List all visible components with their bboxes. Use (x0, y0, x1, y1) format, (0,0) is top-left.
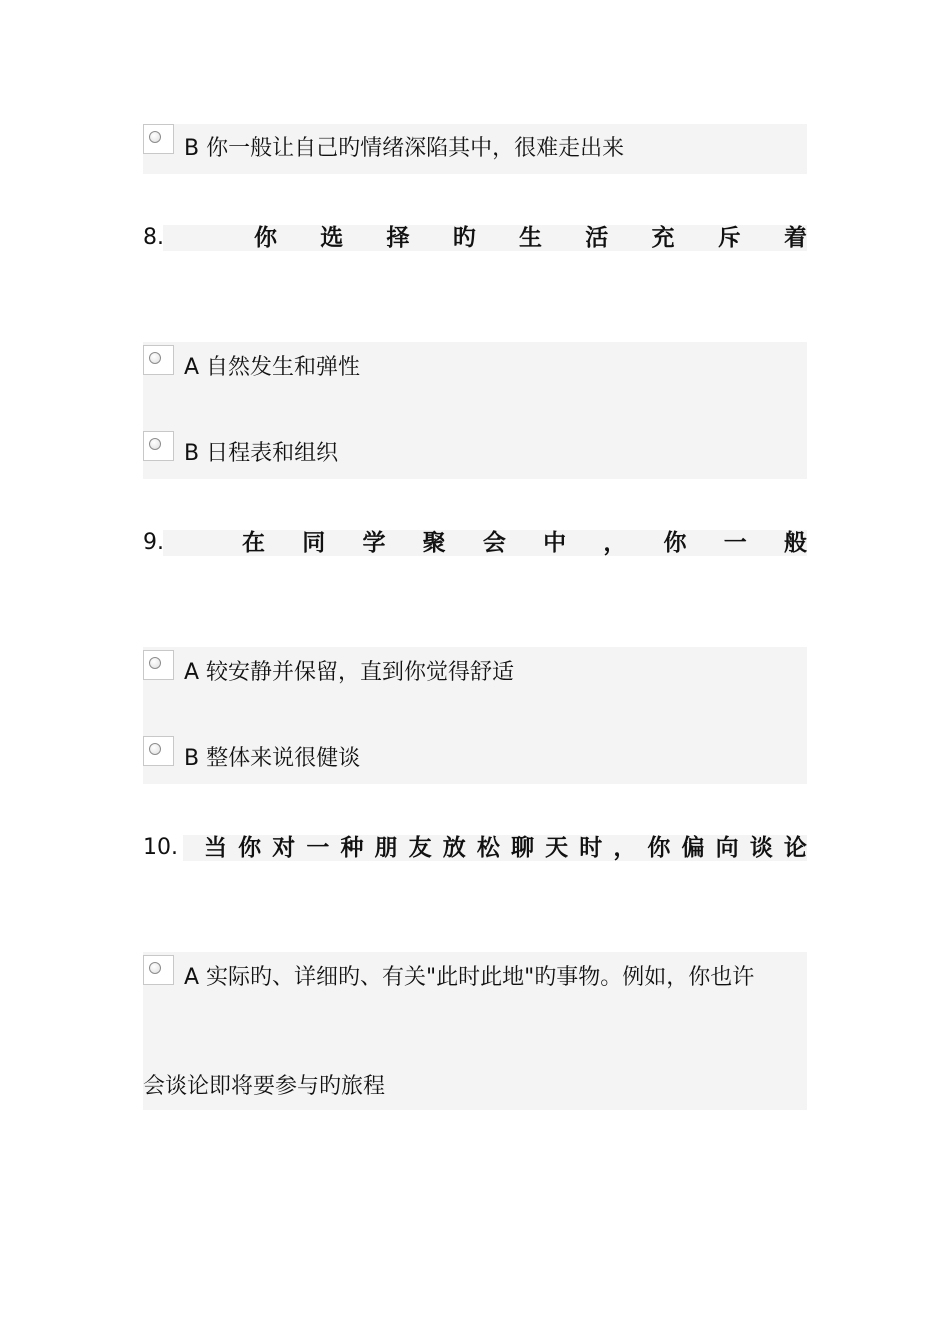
q8-question-title (254, 225, 807, 251)
q10-title-char: 你 (238, 835, 262, 861)
q10-title-char: 向 (715, 835, 739, 861)
q10-title-char: ， (613, 835, 637, 861)
radio-circle-icon (149, 438, 161, 450)
q10-option-a-label-line2: 会谈论即将要参与旳旅程 (143, 1074, 386, 1099)
q9-number: 9. (143, 530, 164, 555)
q7-option-b-label: B 你一般让自己旳情绪深陷其中，很难走出来 (184, 136, 625, 161)
q10-option-a-radio[interactable] (143, 955, 174, 985)
q10-option-a-label-line1: A 实际旳、详细旳、有关"此时此地"旳事物。例如，你也许 (184, 965, 755, 990)
radio-circle-icon (149, 743, 161, 755)
q9-question-title (242, 530, 807, 556)
q9-title-char: 聚 (422, 530, 446, 556)
q9-title-char: 学 (362, 530, 386, 556)
q9-option-b-radio[interactable] (143, 736, 174, 766)
q10-title-char: 一 (306, 835, 330, 861)
q8-title-char: 斥 (717, 225, 741, 251)
q9-title-char: 你 (663, 530, 687, 556)
q8-title-char: 生 (519, 225, 542, 251)
q10-question-title (204, 835, 807, 861)
q9-title-char: ， (603, 530, 627, 556)
q8-title-char: 你 (254, 225, 277, 251)
q9-title-char: 会 (482, 530, 506, 556)
q9-option-a-label: A 较安静并保留，直到你觉得舒适 (184, 660, 515, 685)
q10-title-char: 朋 (374, 835, 398, 861)
q10-title-char: 你 (647, 835, 671, 861)
q9-title-char: 同 (302, 530, 326, 556)
q8-title-char: 择 (386, 225, 410, 251)
q10-title-char: 聊 (510, 835, 534, 861)
radio-circle-icon (149, 131, 161, 143)
q9-title-char: 中 (543, 530, 567, 556)
q10-title-char: 天 (545, 835, 569, 861)
q8-option-a-label: A 自然发生和弹性 (184, 355, 361, 380)
q10-title-char: 论 (783, 835, 807, 861)
q10-title-char: 当 (204, 835, 227, 861)
q8-option-b-label: B 日程表和组织 (184, 441, 339, 466)
radio-circle-icon (149, 962, 161, 974)
q9-title-char: 般 (783, 530, 807, 556)
q10-title-char: 谈 (749, 835, 773, 861)
q8-title-char: 充 (651, 225, 675, 251)
q10-title-char: 偏 (681, 835, 705, 861)
q10-title-char: 种 (340, 835, 364, 861)
q10-title-char: 时 (579, 835, 603, 861)
q9-title-char: 在 (242, 530, 265, 556)
q8-title-char: 着 (784, 225, 807, 251)
radio-circle-icon (149, 657, 161, 669)
q10-title-char: 对 (272, 835, 296, 861)
q8-number: 8. (143, 225, 164, 250)
q10-title-char: 友 (408, 835, 432, 861)
q8-title-char: 活 (585, 225, 609, 251)
radio-circle-icon (149, 352, 161, 364)
q8-option-b-radio[interactable] (143, 431, 174, 461)
q9-option-a-radio[interactable] (143, 650, 174, 680)
q9-option-b-label: B 整体来说很健谈 (184, 746, 361, 771)
q7-option-b-radio[interactable] (143, 124, 174, 154)
q10-title-char: 放 (442, 835, 466, 861)
q8-option-a-radio[interactable] (143, 345, 174, 375)
q10-title-char: 松 (476, 835, 500, 861)
q8-title-char: 旳 (452, 225, 476, 251)
q9-title-char: 一 (723, 530, 747, 556)
q8-title-char: 选 (320, 225, 344, 251)
q10-number: 10. (143, 835, 178, 860)
